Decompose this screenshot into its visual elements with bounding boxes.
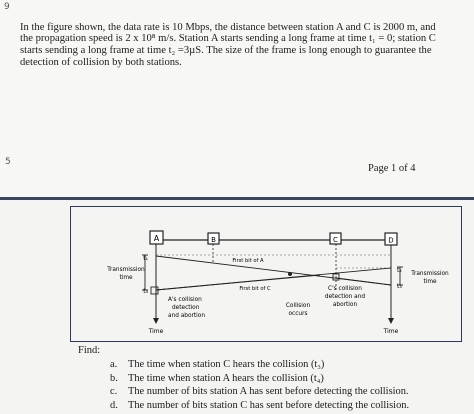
collision-occurs-label-2: occurs [288, 311, 308, 317]
collision-point [288, 272, 292, 276]
station-c-label: C [333, 236, 338, 244]
find-item-c-marker: c. [110, 386, 118, 397]
a-collision-label-1: A's collision [168, 297, 202, 303]
find-item-c [110, 385, 470, 399]
t2-label: t₂ [397, 267, 402, 274]
station-d [385, 233, 397, 245]
a-collision-label-3: and abortion [168, 313, 206, 319]
find-item-b-marker: b. [110, 372, 118, 384]
find-label: Find: [78, 345, 101, 356]
problem-statement: In the figure shown, the data rate is 10 Mbps, the distance between station A and C is 2000 m, and the propagation speed is 2 x 10⁸ m/s. Station A starts sending a long frame at time t₁ = 0; station C starts sending a long frame at time t₂ =3µS. The size of the frame is long enough to guarantee the detection of collision by both stations. [20, 21, 436, 68]
station-a [150, 231, 163, 244]
find-item-d [110, 399, 470, 413]
a-abort-path [156, 275, 320, 290]
transmission-time-right-2: time [423, 279, 437, 285]
page-number: Page 1 of 4 [368, 163, 416, 174]
collision-occurs-label-1: Collision [285, 303, 311, 309]
first-bit-of-c-label: First bit of C [239, 286, 271, 292]
station-c [330, 233, 341, 244]
transmission-time-right-1: Transmission [411, 271, 449, 277]
transmission-time-left-2: time [119, 275, 133, 281]
find-item-a-text: The time when station C hears the collision (t₃) [128, 359, 325, 370]
transmission-time-left-1: Transmission [107, 267, 145, 273]
t1-label: t₁ [143, 255, 148, 262]
first-bit-of-a-label: First bit of A [232, 258, 264, 264]
station-a-label: A [153, 234, 160, 243]
find-item-b-text: The time when station A hears the collision (t₄) [128, 372, 324, 384]
time-label-left: Time [148, 328, 164, 335]
margin-mark-middle: 5 [5, 157, 11, 167]
c-abort-path [336, 278, 391, 285]
station-b-label: B [211, 236, 216, 244]
station-b [208, 233, 219, 244]
t4-label: t₄ [143, 288, 148, 295]
find-item-b [110, 372, 470, 386]
find-item-a [110, 358, 470, 372]
find-item-a-marker: a. [110, 359, 118, 370]
c-collision-label-3: abortion [332, 302, 358, 308]
margin-mark-top: 9 [4, 2, 10, 12]
t3-label: t₃ [397, 283, 402, 290]
find-list [110, 358, 470, 412]
time-label-right: Time [383, 328, 399, 335]
find-item-d-marker: d. [110, 399, 118, 411]
a-collision-label-2: detection [172, 305, 200, 311]
find-item-d-text: The number of bits station C has sent before detecting the collision. [128, 399, 410, 411]
c-collision-label-1: C's collision [328, 286, 362, 292]
station-d-label: D [388, 236, 394, 245]
c-collision-label-2: detection and [324, 294, 366, 300]
find-item-c-text: The number of bits station A has sent before detecting the collision. [128, 386, 409, 397]
a-abort-marker [151, 287, 158, 294]
